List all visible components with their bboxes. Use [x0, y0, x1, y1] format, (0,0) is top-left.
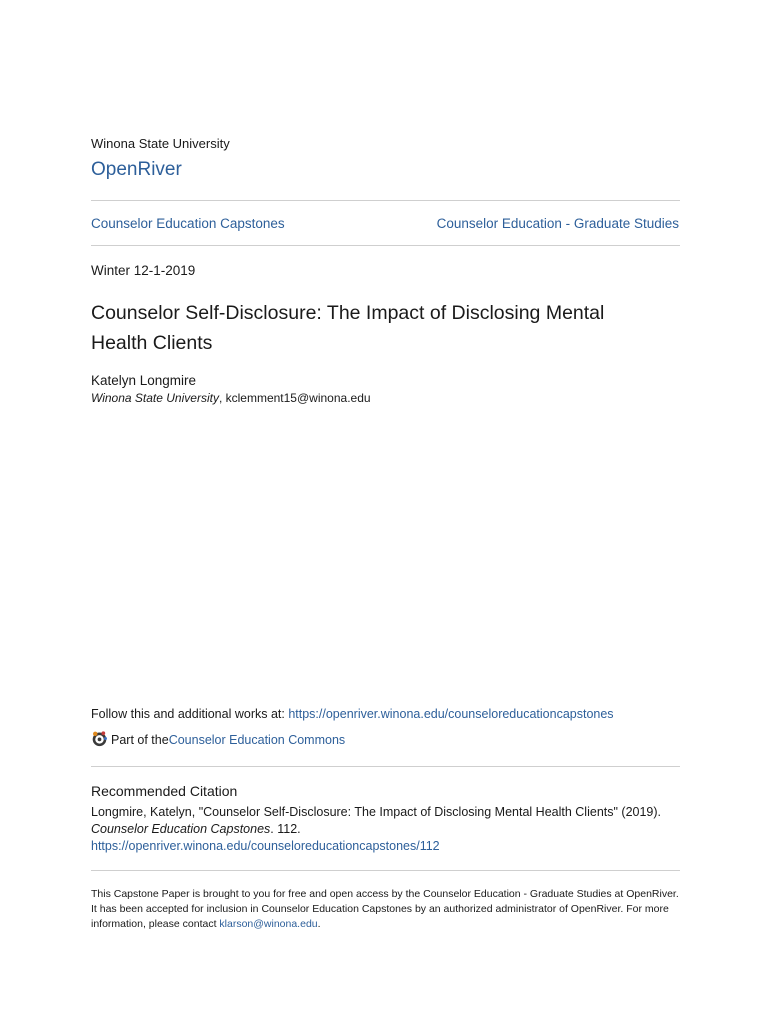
publication-date: Winter 12-1-2019 — [91, 263, 196, 278]
citation-line-2 — [91, 821, 680, 838]
citation-line-1: Longmire, Katelyn, "Counselor Self-Disclosure: The Impact of Disclosing Mental Health Clients" (2019). — [91, 805, 662, 819]
part-of-line — [91, 731, 345, 748]
access-statement — [91, 887, 680, 932]
department-link[interactable]: Counselor Education - Graduate Studies — [436, 216, 679, 231]
follow-line — [91, 707, 614, 721]
commons-link[interactable]: Counselor Education Commons — [168, 732, 346, 747]
collection-url-link[interactable]: https://openriver.winona.edu/counseloreducationcapstones — [288, 707, 614, 721]
citation-heading: Recommended Citation — [91, 783, 238, 799]
nav-divider — [91, 245, 680, 246]
author-affiliation — [91, 391, 371, 405]
affiliation-institution: Winona State University — [91, 391, 219, 405]
institution-name: Winona State University — [91, 136, 230, 151]
citation-block — [91, 804, 680, 855]
document-title: Counselor Self-Disclosure: The Impact of Disclosing Mental Health Clients — [91, 302, 605, 354]
network-commons-icon — [91, 730, 108, 747]
citation-series: Counselor Education Capstones — [91, 822, 271, 836]
contact-email-link[interactable]: klarson@winona.edu — [219, 918, 318, 930]
footer-divider — [91, 870, 680, 871]
affiliation-email: , kclemment15@winona.edu — [218, 391, 371, 405]
part-of-prefix: Part of the — [111, 732, 169, 747]
series-link[interactable]: Counselor Education Capstones — [91, 216, 285, 231]
citation-number: . 112. — [270, 822, 301, 836]
access-statement-text: This Capstone Paper is brought to you for free and open access by the Counselor Education - Graduate Studies at OpenRiver. It has been accepted for inclusion in Counselor Education Capstones by an authorized administrator of OpenRiver. For more information, please contact — [91, 888, 679, 930]
citation-divider — [91, 766, 680, 767]
repository-name-link[interactable]: OpenRiver — [91, 159, 182, 180]
citation-url-link[interactable]: https://openriver.winona.edu/counseloreducationcapstones/112 — [91, 839, 440, 853]
author-name: Katelyn Longmire — [91, 373, 197, 388]
top-divider — [91, 200, 680, 201]
access-statement-end: . — [317, 918, 321, 930]
follow-prefix: Follow this and additional works at: — [91, 707, 289, 721]
